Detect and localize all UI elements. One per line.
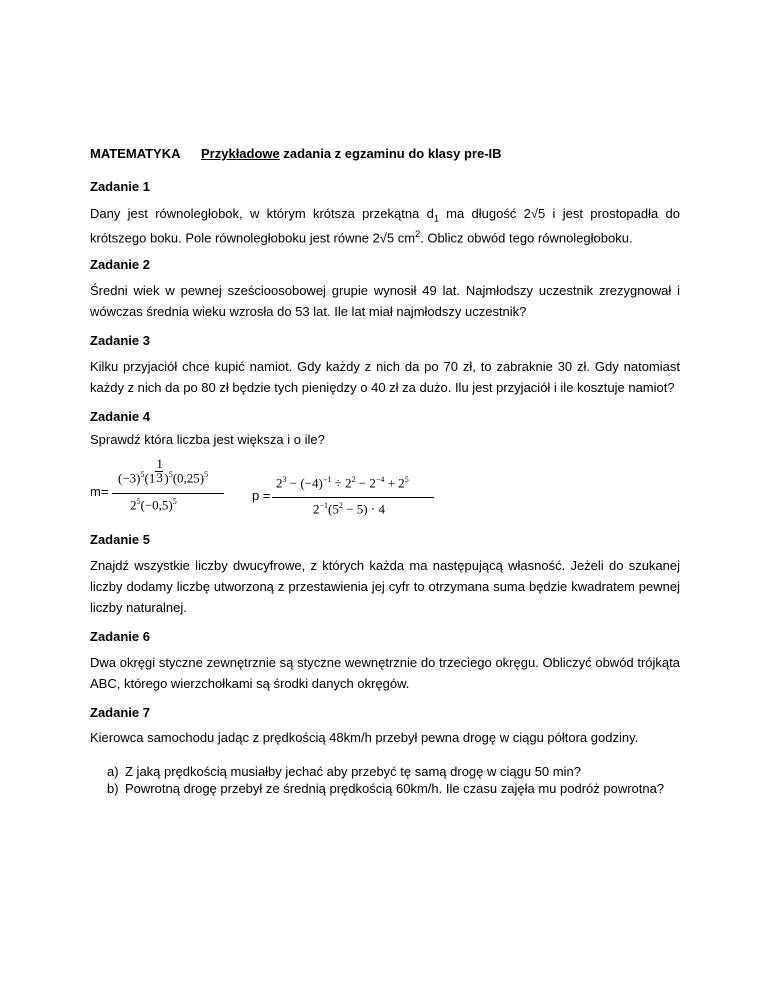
task-4-heading: Zadanie 4 bbox=[90, 409, 150, 424]
subject-label: MATEMATYKA bbox=[90, 146, 181, 161]
task-3-heading: Zadanie 3 bbox=[90, 333, 150, 348]
task-6-text: Dwa okręgi styczne zewnętrznie są styczne wewnętrznie do trzeciego okręgu. Obliczyć obwód trójkąta ABC, którego wierzchołkami są środki danych okręgów. bbox=[90, 655, 680, 691]
task-1-heading: Zadanie 1 bbox=[90, 179, 150, 194]
m-denominator: $2^5(-0,5)^5$ bbox=[130, 497, 177, 513]
m-label: m= bbox=[90, 484, 109, 499]
document-title bbox=[201, 146, 502, 161]
task-5-heading: Zadanie 5 bbox=[90, 532, 150, 547]
p-denominator: $2^{-1}(5^2 - 5) \cdot 4$ bbox=[313, 501, 385, 517]
m-numerator: $(-3)^5(1$ $\frac{1}{3}$ )$^5(0,25)^5$ bbox=[118, 456, 209, 486]
list-item: a) Z jaką prędkością musiałby jechać aby przebyć tę samą drogę w ciągu 50 min? bbox=[107, 764, 581, 779]
m-fraction-bar bbox=[112, 493, 224, 494]
task-3-text: Kilku przyjaciół chce kupić namiot. Gdy każdy z nich da po 70 zł, to zabraknie 30 zł. Gdy natomiast każdy z nich da po 80 zł będzie tych pieniędzy o 40 zł za dużo. Ilu jest przyjaciół i ile kosztuje namiot? bbox=[90, 359, 680, 395]
task-2-text: Średni wiek w pewnej sześcioosobowej grupie wynosił 49 lat. Najmłodszy uczestnik zrezygnował i wówczas średnia wieku wzrosła do 53 lat. Ile lat miał najmłodszy uczestnik? bbox=[90, 283, 680, 319]
task-2-heading: Zadanie 2 bbox=[90, 257, 150, 272]
task-4-text: Sprawdź która liczba jest większa i o ile? bbox=[90, 432, 325, 447]
task-7-list bbox=[107, 763, 707, 797]
p-numerator: $2^3 - (-4)^{-1} \div 2^2 - 2^{-4} + 2^5$ bbox=[276, 475, 409, 491]
task-1-line-2: krótszego boku. Pole równoległoboku jest równe 2√5 $cm^2$. Oblicz obwód tego równoległoboku. bbox=[90, 229, 633, 246]
task-7-heading: Zadanie 7 bbox=[90, 705, 150, 720]
title-underlined: Przykładowe bbox=[201, 146, 280, 161]
task-1-line-1: Dany jest równoległobok, w którym krótsza przekątna $d_1$ ma długość 2√5 i jest prostopadła do bbox=[90, 206, 681, 224]
p-label: p = bbox=[252, 488, 271, 503]
p-fraction-bar bbox=[272, 497, 434, 498]
list-item: b) Powrotną drogę przebył ze średnią prędkością 60km/h. Ile czasu zajęła mu podróż powrotna? bbox=[107, 781, 665, 796]
task-6-heading: Zadanie 6 bbox=[90, 629, 150, 644]
task-7-text: Kierowca samochodu jadąc z prędkością 48km/h przebył pewna drogę w ciągu półtora godziny. bbox=[90, 730, 639, 745]
task-5-text: Znajdź wszystkie liczby dwucyfrowe, z których każda ma następującą własność. Jeżeli do szukanej liczby dodamy liczbę utworzoną z przestawienia jej cyfr to otrzymana suma będzie kwadratem pewnej liczby naturalnej. bbox=[90, 558, 680, 615]
title-rest: zadania z egzaminu do klasy pre-IB bbox=[279, 146, 502, 161]
